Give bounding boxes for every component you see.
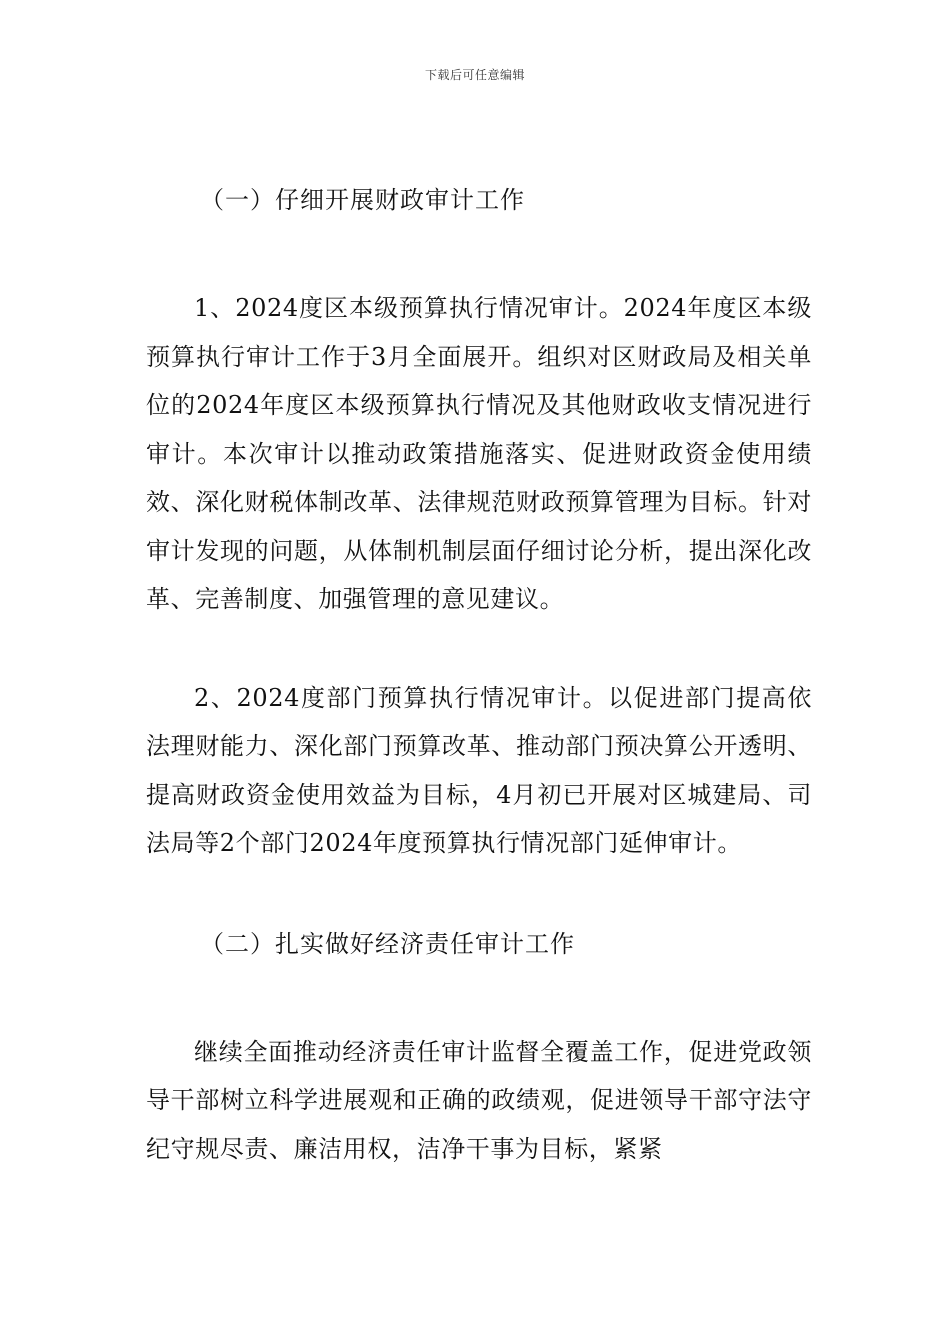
paragraph-department-audit: 2、2024度部门预算执行情况审计。以促进部门提高依法理财能力、深化部门预算改革、推动部门预决算公开透明、提高财政资金使用效益为目标，4月初已开展对区城建局、司法局等2个部门2024年度预算执行情况部门延伸审计。 (146, 683, 812, 857)
section-heading-1: （一）仔细开展财政审计工作 (200, 186, 525, 214)
paragraph-economic-responsibility: 继续全面推动经济责任审计监督全覆盖工作，促进党政领导干部树立科学进展观和正确的政绩观，促进领导干部守法守纪守规尽责、廉洁用权，洁净干事为目标，紧紧 (146, 1037, 812, 1163)
page-header-note: 下载后可任意编辑 (424, 68, 525, 82)
document-body (146, 180, 812, 1173)
paragraph-budget-audit: 1、2024度区本级预算执行情况审计。2024年度区本级预算执行审计工作于3月全面展开。组织对区财政局及相关单位的2024年度区本级预算执行情况及其他财政收支情况进行审计。本次审计以推动政策措施落实、促进财政资金使用绩效、深化财税体制改革、法律规范财政预算管理为目标。针对审计发现的问题，从体制机制层面仔细讨论分析，提出深化改革、完善制度、加强管理的意见建议。 (146, 294, 812, 613)
section-heading-2: （二）扎实做好经济责任审计工作 (200, 929, 575, 958)
